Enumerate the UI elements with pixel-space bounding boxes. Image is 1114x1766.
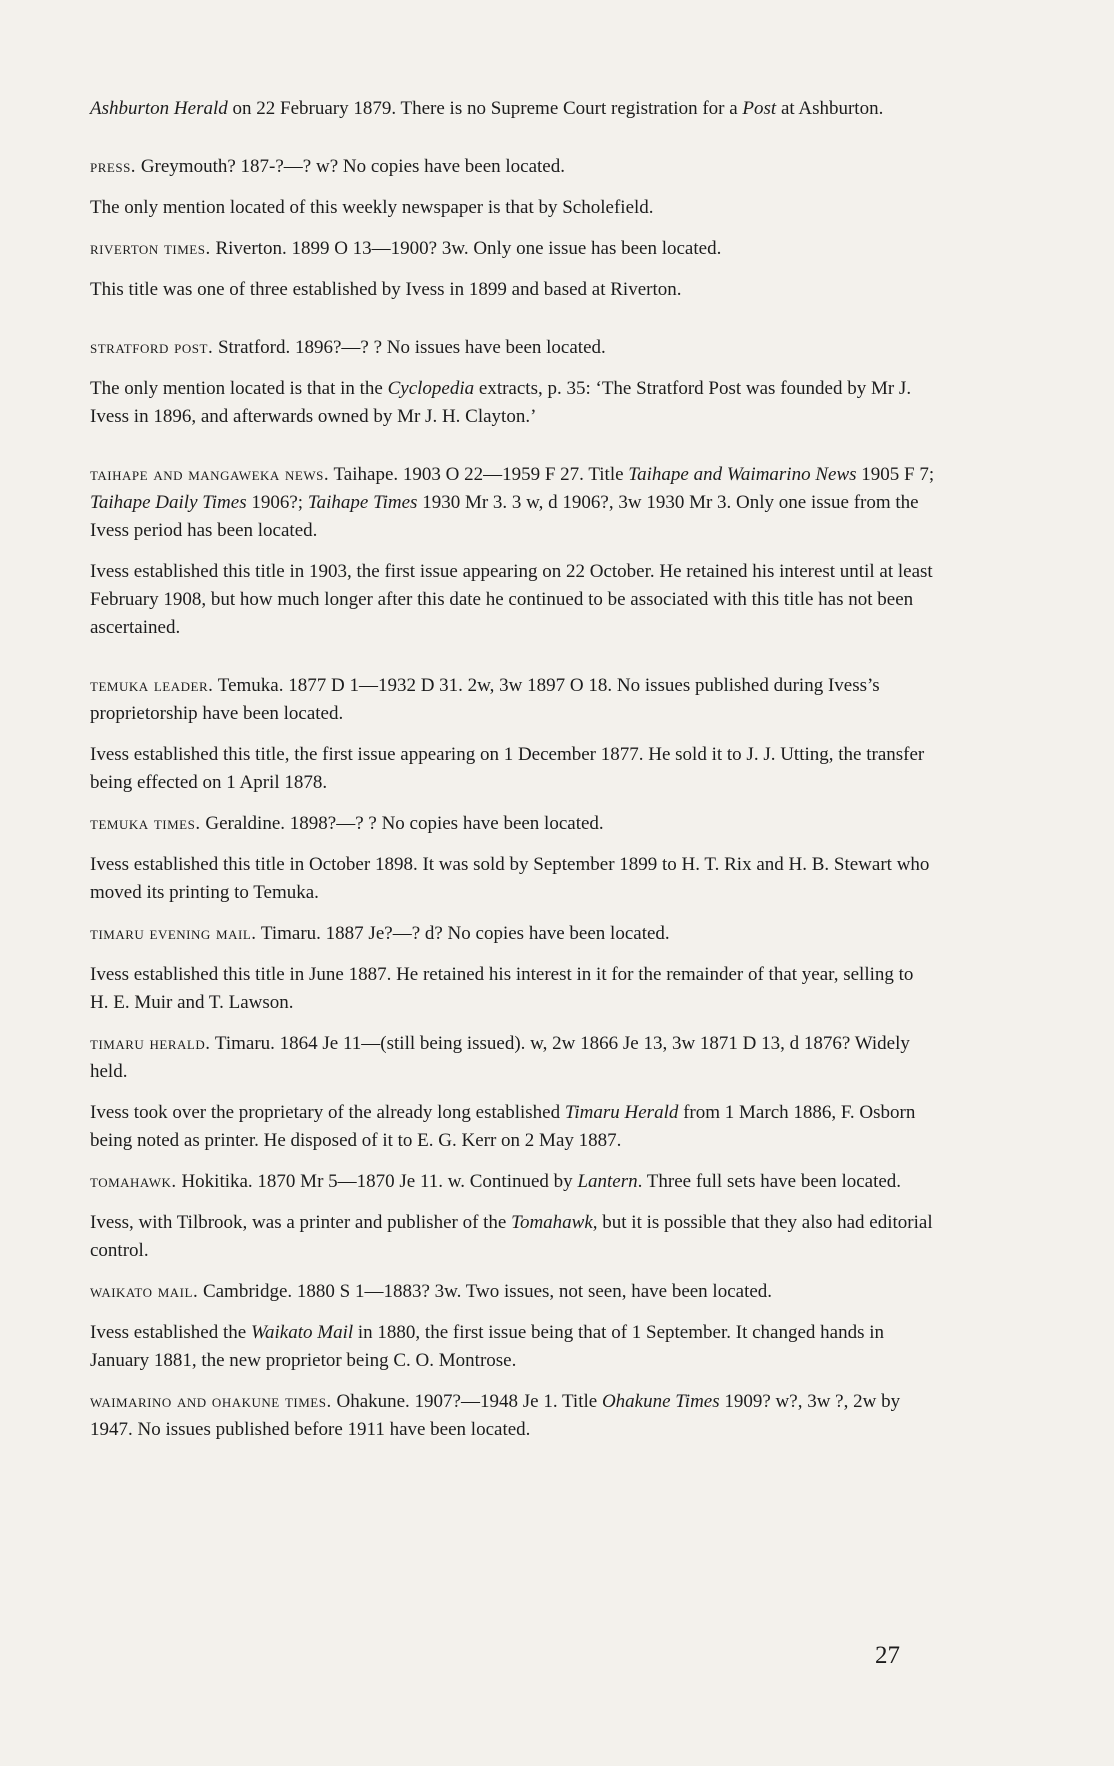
entry-note: Ivess established this title in June 1887. He retained his interest in it for the remainder of that year, selling to H. E. Muir and T. Lawson. [90,964,914,1013]
entry-note: Ivess, with Tilbrook, was a printer and publisher of the Tomahawk, but it is possible that they also had editorial control. [90,1212,933,1261]
entry-name: timaru herald. [90,1033,211,1054]
page-body [90,95,935,1444]
entry-tomahawk: tomahawk. Hokitika. 1870 Mr 5—1870 Je 11. w. Continued by Lantern. Three full sets have been located. [90,1171,902,1192]
entry-name: stratford post. [90,337,214,358]
entry-note: This title was one of three established by Ivess in 1899 and based at Riverton. [90,279,682,300]
italic-title: Ashburton Herald [90,98,228,119]
entry-riverton-times: riverton times. Riverton. 1899 O 13—1900? 3w. Only one issue has been located. [90,238,722,259]
entry-note: Ivess took over the proprietary of the already long established Timaru Herald from 1 March 1886, F. Osborn being noted as printer. He disposed of it to E. G. Kerr on 2 May 1887. [90,1102,916,1151]
entry-name: taihape and mangaweka news. [90,464,330,485]
entry-note: Ivess established this title in October 1898. It was sold by September 1899 to H. T. Rix and H. B. Stewart who moved its printing to Temuka. [90,854,930,903]
page-number: 27 [875,1642,900,1669]
entry-temuka-leader: temuka leader. Temuka. 1877 D 1—1932 D 31. 2w, 3w 1897 O 18. No issues published during Ivess’s proprietorship have been located. [90,675,880,724]
italic-title: Post [742,98,777,119]
entry-name: riverton times. [90,238,211,259]
entry-timaru-herald: timaru herald. Timaru. 1864 Je 11—(still being issued). w, 2w 1866 Je 13, 3w 1871 D 13, d 1876? Widely held. [90,1033,910,1082]
entry-name: tomahawk. [90,1171,177,1192]
entry-timaru-evening-mail: timaru evening mail. Timaru. 1887 Je?—? d? No copies have been located. [90,923,670,944]
entry-name: press. [90,156,137,177]
intro-paragraph: Ashburton Herald on 22 February 1879. There is no Supreme Court registration for a Post at Ashburton. [90,98,884,119]
entry-note: Ivess established the Waikato Mail in 1880, the first issue being that of 1 September. It changed hands in January 1881, the new proprietor being C. O. Montrose. [90,1322,884,1371]
entry-waimarino: waimarino and ohakune times. Ohakune. 1907?—1948 Je 1. Title Ohakune Times 1909? w?, 3w ?, 2w by 1947. No issues published before 1911 have been located. [90,1391,901,1440]
entry-note: Ivess established this title in 1903, the first issue appearing on 22 October. He retained his interest until at least February 1908, but how much longer after this date he continued to be associated with this title has not been ascertained. [90,561,933,638]
entry-name: temuka times. [90,813,201,834]
entry-temuka-times: temuka times. Geraldine. 1898?—? ? No copies have been located. [90,813,604,834]
entry-note: Ivess established this title, the first issue appearing on 1 December 1877. He sold it to J. J. Utting, the transfer being effected on 1 April 1878. [90,744,925,793]
entry-name: waimarino and ohakune times. [90,1391,332,1412]
entry-note: The only mention located of this weekly newspaper is that by Scholefield. [90,197,654,218]
entry-stratford-post: stratford post. Stratford. 1896?—? ? No issues have been located. [90,337,606,358]
entry-taihape: taihape and mangaweka news. Taihape. 1903 O 22—1959 F 27. Title Taihape and Waimarino News 1905 F 7; Taihape Daily Times 1906?; Taihape Times 1930 Mr 3. 3 w, d 1906?, 3w 1930 Mr 3. Only one issue from the Ivess period has been located. [90,464,935,541]
entry-name: waikato mail. [90,1281,199,1302]
entry-note: The only mention located is that in the Cyclopedia extracts, p. 35: ‘The Stratford Post was founded by Mr J. Ivess in 1896, and afterwards owned by Mr J. H. Clayton.’ [90,378,912,427]
entry-press: press. Greymouth? 187-?—? w? No copies have been located. [90,156,565,177]
entry-name: timaru evening mail. [90,923,257,944]
entry-waikato-mail: waikato mail. Cambridge. 1880 S 1—1883? 3w. Two issues, not seen, have been located. [90,1281,773,1302]
entry-name: temuka leader. [90,675,214,696]
